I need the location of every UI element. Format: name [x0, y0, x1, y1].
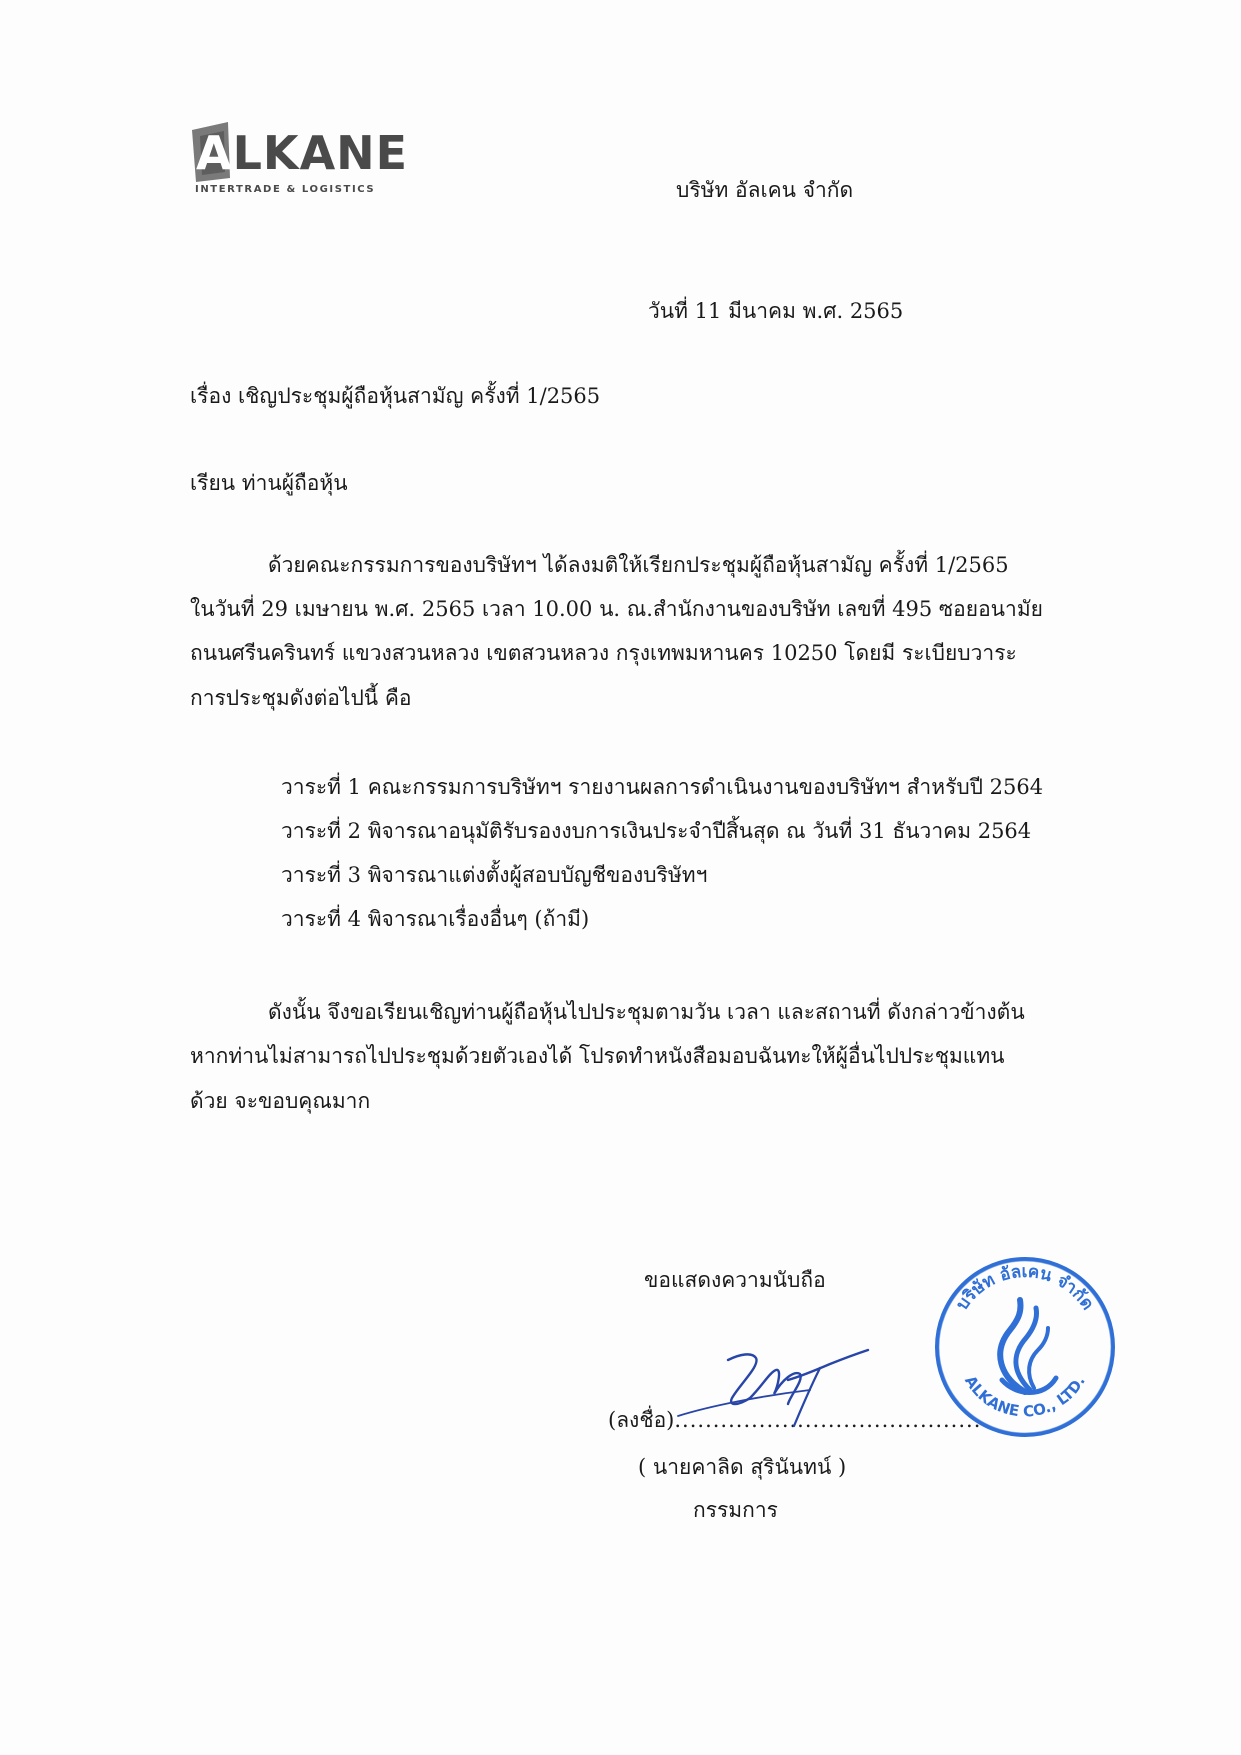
para2-line-2: หากท่านไม่สามารถไปประชุมด้วยตัวเองได้ โปรดทำหนังสือมอบฉันทะให้ผู้อื่นไปประชุมแทน [190, 1044, 1005, 1068]
logo-wordmark [190, 128, 408, 178]
agenda-item-4: วาระที่ 4 พิจารณาเรื่องอื่นๆ (ถ้ามี) [281, 907, 590, 931]
logo-word-rest: LKANE [232, 126, 409, 180]
stamp-flame-icon [1000, 1300, 1056, 1393]
subject-line: เรื่อง เชิญประชุมผู้ถือหุ้นสามัญ ครั้งที่ 1/2565 [190, 384, 601, 408]
signer-name: ( นายคาลิด สุรินันทน์ ) [638, 1455, 847, 1479]
salutation: เรียน ท่านผู้ถือหุ้น [190, 471, 348, 495]
logo-tagline: INTERTRADE & LOGISTICS [195, 184, 376, 195]
agenda-item-1: วาระที่ 1 คณะกรรมการบริษัทฯ รายงานผลการดำเนินงานของบริษัทฯ สำหรับปี 2564 [281, 775, 1044, 799]
company-stamp-icon [930, 1252, 1120, 1442]
closing: ขอแสดงความนับถือ [644, 1268, 826, 1292]
company-name: บริษัท อัลเคน จำกัด [676, 178, 854, 202]
date-line: วันที่ 11 มีนาคม พ.ศ. 2565 [648, 299, 904, 323]
handwritten-signature [670, 1340, 890, 1430]
stamp-bottom-text: ALKANE CO., LTD. [961, 1372, 1089, 1421]
para1-line-2: ในวันที่ 29 เมษายน พ.ศ. 2565 เวลา 10.00 น. ณ.สำนักงานของบริษัท เลขที่ 495 ซอยอนามัย [190, 597, 1043, 621]
para1-line-1: ด้วยคณะกรรมการของบริษัทฯ ได้ลงมติให้เรียกประชุมผู้ถือหุ้นสามัญ ครั้งที่ 1/2565 [268, 553, 1009, 577]
stamp-top-text: บริษัท อัลเคน จำกัด [952, 1261, 1098, 1314]
para1-line-4: การประชุมดังต่อไปนี้ คือ [190, 686, 412, 710]
sign-dots: ........................................ [674, 1408, 982, 1432]
signer-title: กรรมการ [693, 1498, 778, 1522]
agenda-item-3: วาระที่ 3 พิจารณาแต่งตั้งผู้สอบบัญชีของบริษัทฯ [281, 863, 708, 887]
company-logo [190, 122, 409, 212]
para2-line-1: ดังนั้น จึงขอเรียนเชิญท่านผู้ถือหุ้นไปประชุมตามวัน เวลา และสถานที่ ดังกล่าวข้างต้น [268, 1000, 1025, 1024]
agenda-item-2: วาระที่ 2 พิจารณาอนุมัติรับรองงบการเงินประจำปีสิ้นสุด ณ วันที่ 31 ธันวาคม 2564 [281, 819, 1032, 843]
sign-label: (ลงชื่อ) [608, 1408, 675, 1432]
para1-line-3: ถนนศรีนครินทร์ แขวงสวนหลวง เขตสวนหลวง กรุงเทพมหานคร 10250 โดยมี ระเบียบวาระ [190, 641, 1017, 665]
logo-letter: A [196, 126, 233, 180]
para2-line-3: ด้วย จะขอบคุณมาก [190, 1089, 371, 1113]
